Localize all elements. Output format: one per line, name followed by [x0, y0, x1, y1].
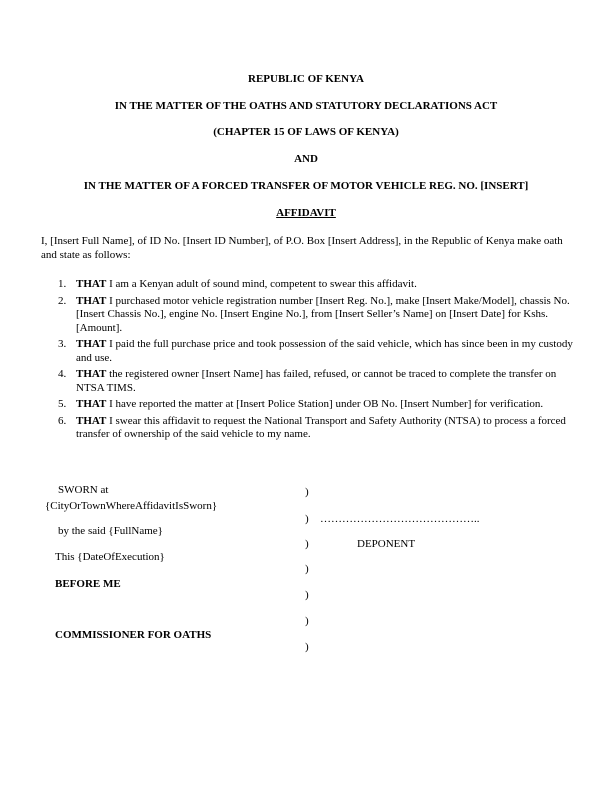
heading-chapter: (CHAPTER 15 OF LAWS OF KENYA)	[213, 126, 399, 138]
clause-number: 2.	[58, 294, 67, 307]
clause-item	[56, 398, 576, 412]
sworn-city: {CityOrTownWhereAffidavitIsSworn}	[45, 500, 218, 512]
heading-matter-act: IN THE MATTER OF THE OATHS AND STATUTORY DECLARATIONS ACT	[114, 100, 498, 112]
bracket-paren: )	[305, 563, 309, 575]
clause-that: THAT	[76, 414, 107, 427]
intro-paragraph: I, [Insert Full Name], of ID No. [Insert ID Number], of P.O. Box [Insert Address], in the Republic of Kenya make oath and state as follows:	[41, 235, 563, 261]
heading-and: AND	[294, 153, 318, 165]
clause-text: I purchased motor vehicle registration number [Insert Reg. No.], make [Insert Make/Model], chassis No. [Insert Chassis No.], engine No. [Insert Engine No.], from [Insert Seller’s Name] on [Insert Date] for Kshs. [Amount].	[76, 294, 570, 334]
by-the-said: by the said {FullName}	[58, 525, 163, 537]
heading-republic: REPUBLIC OF KENYA	[248, 73, 364, 85]
bracket-paren: )	[305, 641, 309, 653]
execution-date: This {DateOfExecution}	[55, 551, 165, 563]
clause-item	[56, 338, 576, 365]
clause-that: THAT	[76, 294, 107, 307]
clause-number: 4.	[58, 368, 67, 380]
clause-number: 6.	[58, 414, 67, 427]
bracket-paren: )	[305, 538, 309, 550]
deponent-signature-line: ……………………………………..	[320, 513, 480, 525]
clause-list	[56, 278, 576, 445]
bracket-paren: )	[305, 589, 309, 601]
sworn-at-label: SWORN at	[58, 484, 109, 496]
document-title: AFFIDAVIT	[276, 207, 336, 219]
clause-that: THAT	[76, 278, 107, 290]
bracket-paren: )	[305, 615, 309, 627]
clause-that: THAT	[76, 368, 107, 380]
bracket-paren: )	[305, 513, 309, 525]
clause-number: 3.	[58, 338, 67, 350]
clause-text: I swear this affidavit to request the National Transport and Safety Authority (NTSA) to process a forced transfer of ownership of the said vehicle to my name.	[76, 414, 566, 440]
clause-that: THAT	[76, 398, 107, 410]
before-me: BEFORE ME	[55, 578, 121, 590]
heading-matter-transfer: IN THE MATTER OF A FORCED TRANSFER OF MOTOR VEHICLE REG. NO. [INSERT]	[83, 180, 529, 192]
clause-text: I paid the full purchase price and took possession of the said vehicle, which has since been in my custody and use.	[76, 338, 573, 364]
clause-text: I have reported the matter at [Insert Police Station] under OB No. [Insert Number] for verification.	[106, 398, 544, 410]
deponent-label: DEPONENT	[357, 538, 416, 550]
clause-number: 1.	[58, 278, 67, 290]
clause-item	[56, 368, 576, 395]
clause-item	[56, 295, 576, 336]
clause-text: I am a Kenyan adult of sound mind, competent to swear this affidavit.	[106, 278, 417, 290]
clause-item	[56, 278, 576, 292]
bracket-paren: )	[305, 486, 309, 498]
clause-that: THAT	[76, 338, 107, 350]
clause-item	[56, 415, 576, 442]
commissioner-for-oaths: COMMISSIONER FOR OATHS	[55, 629, 212, 641]
clause-number: 5.	[58, 398, 67, 410]
clause-text: the registered owner [Insert Name] has failed, refused, or cannot be traced to complete the transfer on NTSA TIMS.	[76, 368, 557, 394]
